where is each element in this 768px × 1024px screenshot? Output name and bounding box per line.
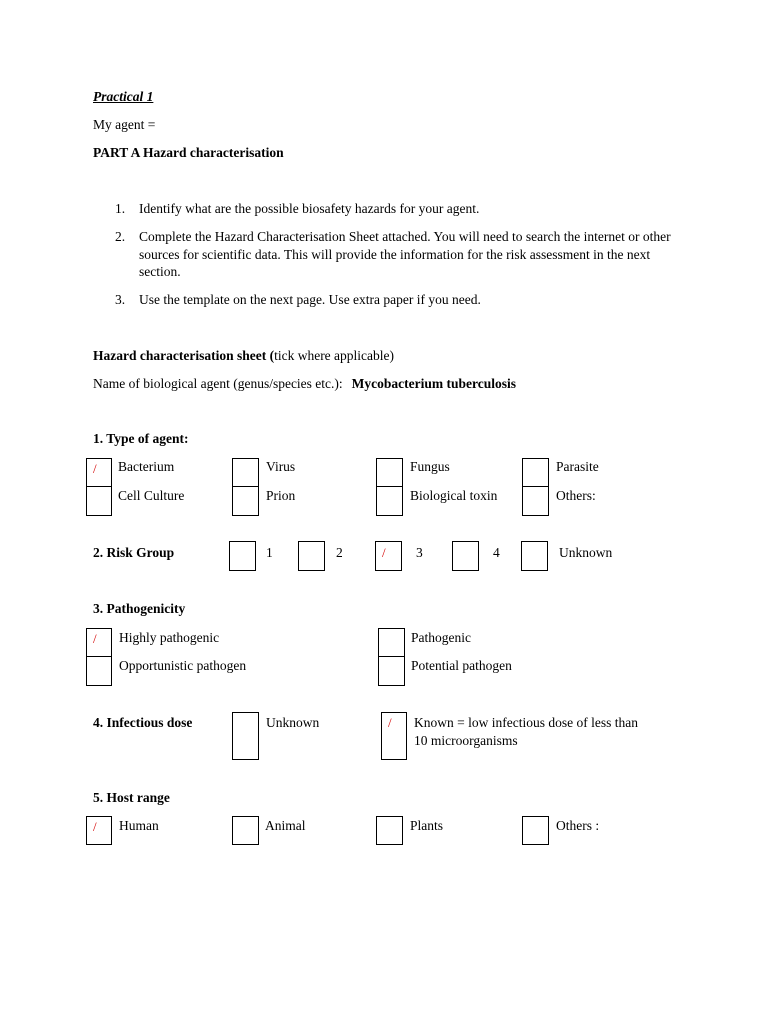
checkbox: [522, 816, 549, 845]
sheet-heading-note: tick where applicable): [274, 348, 395, 363]
option-opportunistic-pathogen: Opportunistic pathogen: [119, 658, 247, 673]
agent-name-label: Name of biological agent (genus/species etc.):: [93, 376, 343, 391]
checkbox: [229, 541, 256, 571]
option-potential-pathogen: Potential pathogen: [411, 658, 512, 673]
option-host-others: Others :: [556, 818, 600, 833]
checkbox: [298, 541, 325, 571]
section-heading-type-of-agent: 1. Type of agent:: [93, 431, 189, 446]
checkbox: [521, 541, 548, 571]
practical-title: Practical 1: [93, 89, 154, 104]
checkbox-divider: [376, 486, 403, 487]
section-heading-pathogenicity: 3. Pathogenicity: [93, 601, 186, 616]
option-dose-known: Known = low infectious dose of less than 10 microorganisms: [414, 715, 638, 748]
sheet-heading-bold: Hazard characterisation sheet (: [93, 348, 275, 363]
option-virus: Virus: [266, 459, 296, 474]
checkbox: [381, 712, 407, 760]
section-heading-risk-group: 2. Risk Group: [93, 545, 175, 560]
tick-mark: /: [93, 461, 97, 476]
instruction-number: 1.: [115, 201, 126, 216]
agent-name-value: Mycobacterium tuberculosis: [351, 376, 517, 391]
option-pathogenic: Pathogenic: [411, 630, 471, 645]
sheet-heading: [93, 347, 394, 364]
option-human: Human: [119, 818, 159, 833]
tick-mark: /: [93, 631, 97, 646]
agent-line: My agent =: [93, 117, 156, 132]
checkbox: [375, 541, 402, 571]
option-plants: Plants: [410, 818, 444, 833]
checkbox-column: [86, 458, 112, 516]
checkbox-divider: [522, 486, 549, 487]
checkbox-column: [232, 458, 259, 516]
instruction-text: Identify what are the possible biosafety hazards for your agent.: [139, 201, 480, 216]
option-cell-culture: Cell Culture: [118, 488, 185, 503]
checkbox: [232, 712, 259, 760]
agent-name-row: [93, 375, 516, 392]
checkbox-column: [378, 628, 405, 686]
option-risk-3: 3: [416, 545, 423, 560]
checkbox: [452, 541, 479, 571]
section-heading-host-range: 5. Host range: [93, 790, 170, 805]
section-heading-infectious-dose: 4. Infectious dose: [93, 715, 193, 730]
tick-mark: /: [93, 819, 97, 834]
checkbox-divider: [86, 656, 112, 657]
option-risk-2: 2: [336, 545, 343, 560]
tick-mark: /: [382, 545, 386, 560]
checkbox-column: [376, 458, 403, 516]
option-parasite: Parasite: [556, 459, 599, 474]
checkbox: [86, 816, 112, 845]
option-biological-toxin: Biological toxin: [410, 488, 498, 503]
tick-mark: /: [388, 715, 392, 730]
option-risk-1: 1: [266, 545, 273, 560]
instruction-number: 2.: [115, 229, 126, 244]
checkbox-column: [86, 628, 112, 686]
part-a-heading: PART A Hazard characterisation: [93, 145, 284, 160]
instruction-text: Complete the Hazard Characterisation Sheet attached. You will need to search the internet or other sources for scientific data. This will provide the information for the risk assessment in the next section.: [139, 229, 671, 279]
option-prion: Prion: [266, 488, 296, 503]
checkbox: [376, 816, 403, 845]
checkbox-divider: [378, 656, 405, 657]
checkbox-divider: [86, 486, 112, 487]
option-risk-4: 4: [493, 545, 500, 560]
option-bacterium: Bacterium: [118, 459, 175, 474]
option-others: Others:: [556, 488, 596, 503]
checkbox-column: [522, 458, 549, 516]
instruction-number: 3.: [115, 292, 126, 307]
option-animal: Animal: [265, 818, 306, 833]
checkbox: [232, 816, 259, 845]
checkbox-divider: [232, 486, 259, 487]
instruction-text: Use the template on the next page. Use extra paper if you need.: [139, 292, 481, 307]
option-highly-pathogenic: Highly pathogenic: [119, 630, 220, 645]
option-dose-unknown: Unknown: [266, 715, 320, 730]
option-risk-unknown: Unknown: [559, 545, 613, 560]
option-fungus: Fungus: [410, 459, 450, 474]
